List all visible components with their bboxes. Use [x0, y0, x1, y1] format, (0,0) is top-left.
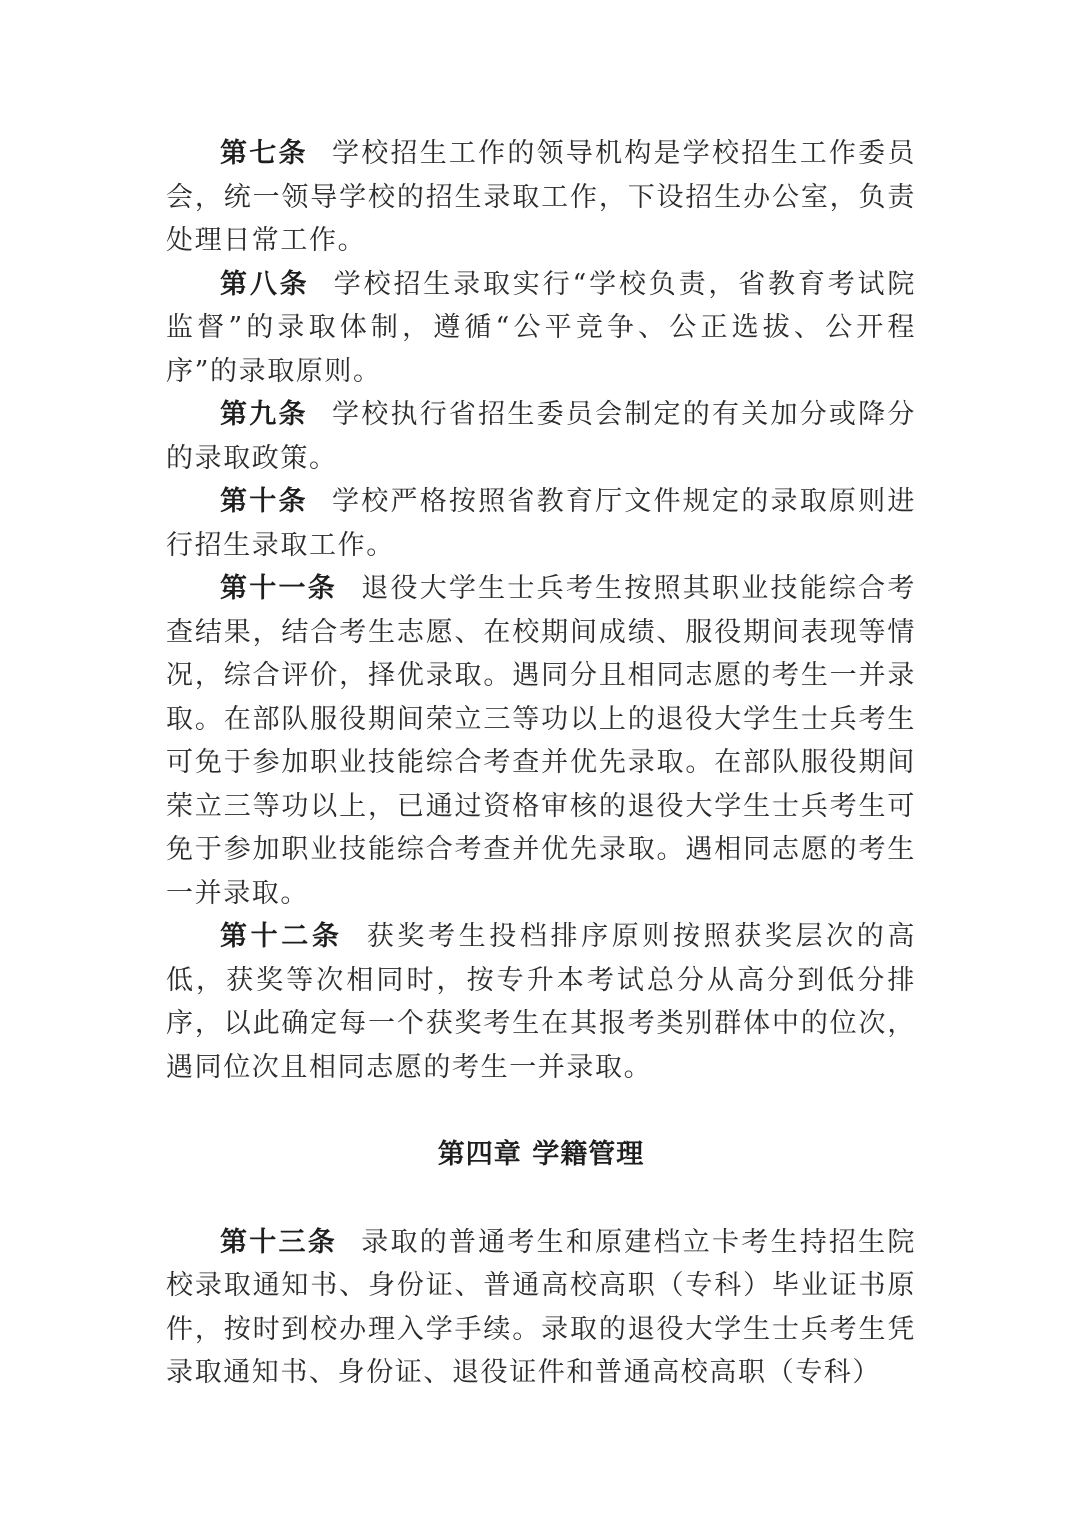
article-7 — [166, 132, 916, 263]
article-text: 学校招生录取实行“学校负责，省教育考试院监督”的录取体制，遵循“公平竞争、公正选拔、公开程序”的录取原则。 — [166, 268, 916, 387]
article-number: 第十二条 — [220, 921, 343, 952]
article-text: 获奖考生投档排序原则按照获奖层次的高低，获奖等次相同时，按专升本考试总分从高分到低分排序，以此确定每一个获奖考生在其报考类别群体中的位次，遇同位次且相同志愿的考生一并录取。 — [166, 921, 916, 1083]
article-9 — [166, 393, 916, 480]
article-13 — [166, 1221, 916, 1395]
article-text: 学校严格按照省教育厅文件规定的录取原则进行招生录取工作。 — [166, 486, 916, 561]
article-8 — [166, 263, 916, 394]
article-text: 学校招生工作的领导机构是学校招生工作委员会，统一领导学校的招生录取工作，下设招生办公室，负责处理日常工作。 — [166, 138, 916, 256]
article-number: 第十三条 — [220, 1226, 337, 1258]
article-number: 第七条 — [220, 138, 308, 169]
article-number: 第八条 — [220, 268, 310, 300]
article-number: 第九条 — [220, 399, 308, 430]
article-12 — [166, 915, 916, 1089]
article-10 — [166, 480, 916, 567]
article-number: 第十条 — [220, 486, 308, 517]
chapter-title: 第四章 学籍管理 — [437, 1139, 645, 1170]
article-11 — [166, 567, 916, 915]
article-number: 第十一条 — [220, 573, 337, 604]
article-text: 退役大学生士兵考生按照其职业技能综合考查结果，结合考生志愿、在校期间成绩、服役期间表现等情况，综合评价，择优录取。遇同分且相同志愿的考生一并录取。在部队服役期间荣立三等功以上的退役大学生士兵考生可免于参加职业技能综合考查并优先录取。在部队服役期间荣立三等功以上，已通过资格审核的退役大学生士兵考生可免于参加职业技能综合考查并优先录取。遇相同志愿的考生一并录取。 — [166, 573, 916, 909]
document-body — [166, 132, 916, 1395]
article-text: 录取的普通考生和原建档立卡考生持招生院校录取通知书、身份证、普通高校高职（专科）毕业证书原件，按时到校办理入学手续。录取的退役大学生士兵考生凭录取通知书、身份证、退役证件和普通高校高职（专科） — [166, 1226, 916, 1388]
article-text: 学校执行省招生委员会制定的有关加分或降分的录取政策。 — [166, 399, 916, 474]
